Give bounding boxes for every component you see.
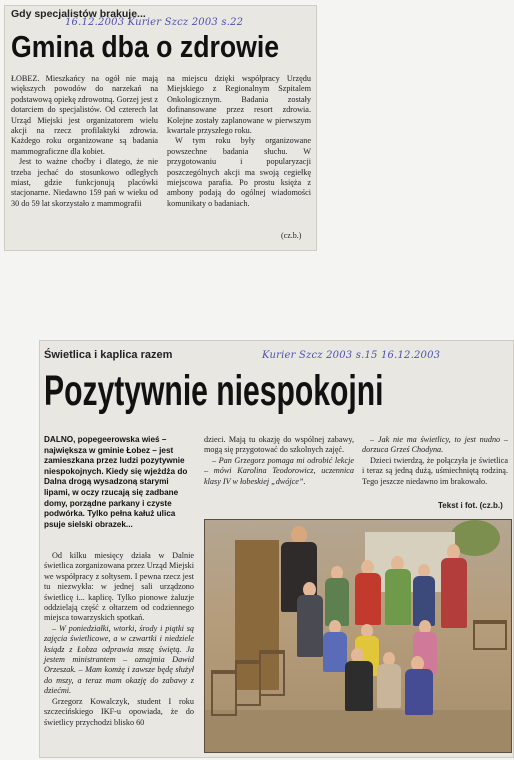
article2-lede: DALNO, popegeerowska wieś – największa w gminie Łobez – jest zamieszkana przez ludzi pozytywnie niespokojnych. Kiedy się wjeżdża do Dalna drogą wysadzoną starymi lipami, w oczy rzucają się zadbane domy, porządne parkany i czyste podwórka. Tylko pełna kałuż ulica psuje sielski obrazek... (44, 435, 188, 529)
photo-chair (211, 670, 237, 716)
article2-col2-para1: dzieci. Mają tu okazję do wspólnej zabawy, mogą się przygotować do szkolnych zajęć. (204, 435, 354, 455)
article2-col3-para1: – Jak nie ma świetlicy, to jest nudno – dorzuca Grześ Chodyna. (362, 435, 508, 455)
article2-column-3 (362, 435, 508, 487)
article2-col1-para3: Grzegorz Kowalczyk, student I roku szczecińskiego IKF-u opowiada, że do świetlicy przychodzi blisko 60 (44, 696, 194, 727)
photo-chair (473, 620, 507, 650)
article2-col3-para2: Dzieci twierdzą, że połączyła je świetlica i teraz są jedną dużą, uśmiechniętą rodziną. Tego jeszcze niedawno im brakowało. (362, 455, 508, 486)
article2-column-1 (44, 551, 194, 728)
article1-handwritten-note: 16.12.2003 Kurier Szcz 2003 s.22 (65, 17, 244, 28)
article1-column-1 (11, 74, 158, 209)
article1-column-2 (167, 74, 311, 209)
article2-column-2 (204, 435, 354, 487)
article1-signature: (cz.b.) (281, 231, 302, 240)
photo-floor (205, 710, 511, 753)
article2-kicker: Świetlica i kaplica razem (44, 349, 173, 361)
photo-children-group (204, 519, 512, 753)
article1-col2-para1: na miejscu dzięki współpracy Urzędu Miejskiego z Regionalnym Szpitalem Onkologicznym. Badania zostały dofinansowane przez resort zdrowia. Kolejne zostały zaplanowane w pierwszym kwartale przyszłego roku. (167, 74, 311, 136)
article2-col2-para2: – Pan Grzegorz pomaga mi odrobić lekcje – mówi Karolina Teodorowicz, uczennica klasy IV w łobeskiej „dwójce”. (204, 455, 354, 486)
article2-signature: Tekst i fot. (cz.b.) (438, 501, 503, 510)
clipping-gmina-dba-o-zdrowie (5, 6, 316, 250)
article1-col1-para2: Jest to ważne choćby i dlatego, że nie trzeba jechać do stosunkowo odległych miast, gdzie funkcjonują placówki stacjonarne. Niedawno 159 pań w wieku od 30 do 59 lat skorzystało z mammografii (11, 157, 158, 208)
article2-col1-para1: Od kilku miesięcy działa w Dalnie świetlica zorganizowana przez Urząd Miejski we współpracy z sołtysem. I pewna rzecz jest tu niezwykła: w jednej sali urządzono świetlicę i... kaplicę. Tylko pionowe żaluzje oddzielają część z ołtarzem od codziennego miejsca towarzyskich spotkań. (44, 551, 194, 623)
article2-handwritten-note: Kurier Szcz 2003 s.15 16.12.2003 (262, 350, 441, 361)
article1-kicker: Gdy specjalistów brakuje... (11, 8, 146, 20)
clipping-pozytywnie-niespokojni (40, 341, 513, 757)
photo-chair (259, 650, 285, 696)
article1-col2-para2: W tym roku były organizowane powszechne badania słuchu. W przygotowaniu i popularyzacji poszczególnych akcji ma swoją cegiełkę miejscowa parafia. Po prostu księża z ambony podają do ogólnej wiadomości komunikaty o badaniach. (167, 136, 311, 208)
article1-col1-para1: ŁOBEZ. Mieszkańcy na ogół nie mają większych powodów do narzekań na podstawową opiekę zdrowotną. Gorzej jest z dotarciem do specjalistów. Od czterech lat Urząd Miejski jest organizatorem wielu akcji na rzecz profilaktyki zdrowia. Każdego roku organizowane są badania mammograficzne dla kobiet. (11, 74, 158, 156)
article2-headline: Pozytywnie niespokojni (44, 367, 384, 415)
photo-chair (235, 660, 261, 706)
article2-col1-para2: – W poniedziałki, wtorki, środy i piątki są zajęcia świetlicowe, a w czwartki i niedziele ksiądz z Łobza odprawia mszę świętą. Ja jestem ministrantem – oznajmia Dawid Orzeszak. – Mam komżę i zawsze będę służył do mszy, a teraz mam okazję do zabawy z dziećmi. (44, 623, 194, 696)
article1-headline: Gmina dba o zdrowie (11, 29, 280, 64)
